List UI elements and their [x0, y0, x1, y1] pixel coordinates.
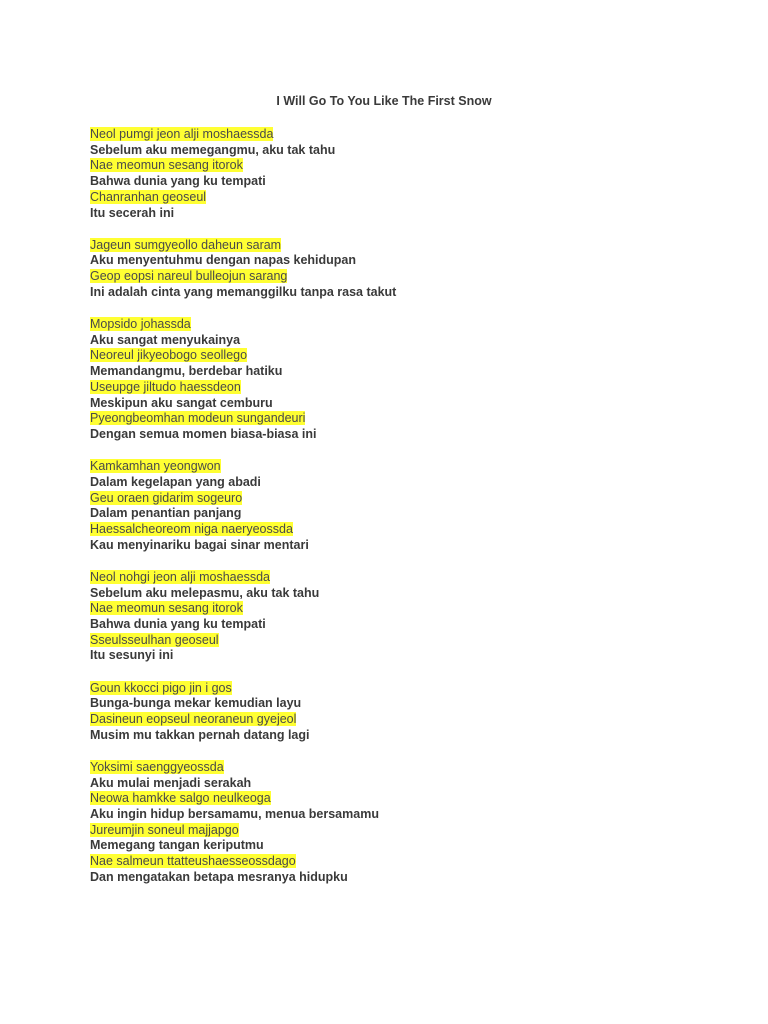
lyric-stanza [90, 127, 710, 221]
highlighted-text: Sseulsseulhan geoseul [90, 632, 219, 647]
highlighted-text: Neol pumgi jeon alji moshaessda [90, 127, 274, 141]
romanized-lyric-line [90, 348, 710, 364]
translation-lyric-line: Bunga-bunga mekar kemudian layu [90, 696, 302, 711]
romanized-lyric-line [90, 411, 710, 427]
romanized-lyric-line [90, 190, 710, 206]
highlighted-text: Jageun sumgyeollo daheun saram [90, 237, 282, 252]
translation-lyric-line: Meskipun aku sangat cemburu [90, 395, 273, 410]
translation-lyric-line: Aku mulai menjadi serakah [90, 775, 252, 790]
highlighted-text: Pyeongbeomhan modeun sungandeuri [90, 411, 306, 426]
translation-lyric-line: Sebelum aku memegangmu, aku tak tahu [90, 142, 336, 157]
translation-lyric-line: Dalam penantian panjang [90, 506, 242, 521]
translation-lyric-line: Ini adalah cinta yang memanggilku tanpa rasa takut [90, 284, 397, 299]
lyrics-body [90, 127, 710, 902]
lyric-stanza [90, 681, 710, 744]
translation-lyric-line: Dan mengatakan betapa mesranya hidupku [90, 869, 348, 884]
romanized-lyric-line [90, 522, 710, 538]
romanized-lyric-line [90, 570, 710, 586]
page-title: I Will Go To You Like The First Snow [276, 94, 492, 108]
translation-lyric-line: Aku ingin hidup bersamamu, menua bersamamu [90, 807, 379, 822]
highlighted-text: Neowa hamkke salgo neulkeoga [90, 791, 271, 806]
highlighted-text: Nae salmeun ttatteushaesseossdago [90, 854, 296, 869]
romanized-lyric-line [90, 823, 710, 839]
lyric-stanza [90, 238, 710, 301]
romanized-lyric-line [90, 127, 710, 143]
romanized-lyric-line [90, 380, 710, 396]
translation-lyric-line: Dengan semua momen biasa-biasa ini [90, 426, 317, 441]
romanized-lyric-line [90, 760, 710, 776]
highlighted-text: Neoreul jikyeobogo seollego [90, 348, 248, 363]
translation-lyric-line: Bahwa dunia yang ku tempati [90, 174, 266, 189]
highlighted-text: Geop eopsi nareul bulleojun sarang [90, 269, 288, 284]
romanized-lyric-line [90, 158, 710, 174]
highlighted-text: Nae meomun sesang itorok [90, 158, 243, 173]
highlighted-text: Jureumjin soneul majjapgo [90, 822, 239, 837]
romanized-lyric-line [90, 459, 710, 475]
translation-lyric-line: Dalam kegelapan yang abadi [90, 474, 261, 489]
highlighted-text: Dasineun eopseul neoraneun gyejeol [90, 712, 297, 726]
highlighted-text: Mopsido johassda [90, 317, 191, 332]
translation-lyric-line: Musim mu takkan pernah datang lagi [90, 727, 310, 742]
romanized-lyric-line [90, 491, 710, 507]
highlighted-text: Nae meomun sesang itorok [90, 601, 243, 616]
romanized-lyric-line [90, 712, 710, 728]
translation-lyric-line: Kau menyinariku bagai sinar mentari [90, 537, 309, 552]
highlighted-text: Geu oraen gidarim sogeuro [90, 490, 243, 505]
lyric-stanza [90, 760, 710, 886]
translation-lyric-line: Aku sangat menyukainya [90, 332, 241, 347]
highlighted-text: Neol nohgi jeon alji moshaessda [90, 569, 270, 584]
highlighted-text: Chanranhan geoseul [90, 189, 207, 204]
highlighted-text: Yoksimi saenggyeossda [90, 759, 224, 774]
highlighted-text: Haessalcheoreom niga naeryeossda [90, 521, 293, 536]
translation-lyric-line: Sebelum aku melepasmu, aku tak tahu [90, 585, 320, 600]
highlighted-text: Goun kkocci pigo jin i gos [90, 680, 232, 695]
romanized-lyric-line [90, 791, 710, 807]
lyric-stanza [90, 570, 710, 664]
romanized-lyric-line [90, 854, 710, 870]
romanized-lyric-line [90, 633, 710, 649]
lyric-stanza [90, 317, 710, 443]
romanized-lyric-line [90, 317, 710, 333]
translation-lyric-line: Bahwa dunia yang ku tempati [90, 616, 266, 631]
romanized-lyric-line [90, 238, 710, 254]
lyric-stanza [90, 459, 710, 553]
highlighted-text: Kamkamhan yeongwon [90, 459, 221, 474]
translation-lyric-line: Memegang tangan keriputmu [90, 838, 264, 853]
translation-lyric-line: Itu sesunyi ini [90, 648, 174, 663]
translation-lyric-line: Aku menyentuhmu dengan napas kehidupan [90, 253, 357, 268]
romanized-lyric-line [90, 681, 710, 697]
translation-lyric-line: Itu secerah ini [90, 205, 175, 220]
romanized-lyric-line [90, 269, 710, 285]
translation-lyric-line: Memandangmu, berdebar hatiku [90, 364, 283, 379]
highlighted-text: Useupge jiltudo haessdeon [90, 379, 241, 394]
romanized-lyric-line [90, 601, 710, 617]
